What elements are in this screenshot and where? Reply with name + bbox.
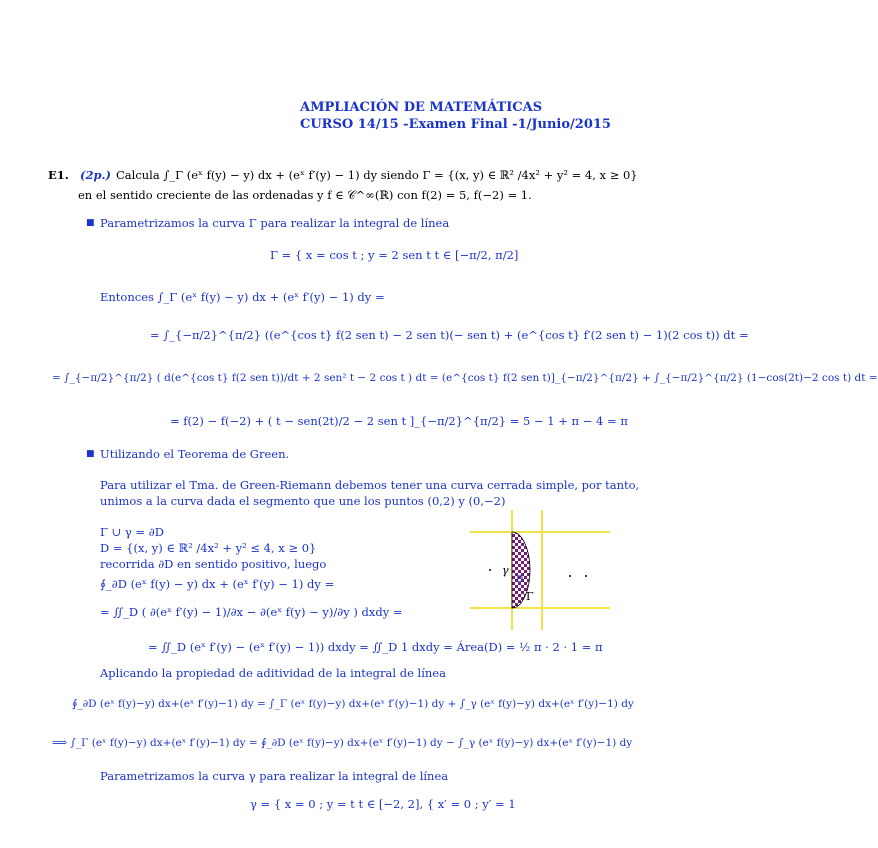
problem-statement-2: en el sentido creciente de las ordenadas y f ∈ 𝒞^∞(ℝ) con f(2) = 5, f(−2) = 1. bbox=[78, 188, 532, 202]
method2-l7: Aplicando la propiedad de aditividad de la integral de línea bbox=[100, 666, 446, 680]
method2-para2: unimos a la curva dada el segmento que une los puntos (0,2) y (0,−2) bbox=[100, 494, 506, 508]
method2-bullet: Utilizando el Teorema de Green. bbox=[100, 447, 290, 461]
method1-bullet: Parametrizamos la curva Γ para realizar la integral de línea bbox=[100, 216, 450, 230]
method2-l9: ⟹ ∫_Γ (eˣ f(y)−y) dx+(eˣ f′(y)−1) dy = ∮_∂D (eˣ f(y)−y) dx+(eˣ f′(y)−1) dy − ∫_γ (eˣ f(y)−y) dx+(eˣ f′(y)−1) dy bbox=[52, 737, 633, 749]
method2-l1: Γ ∪ γ = ∂D bbox=[100, 525, 164, 539]
region-figure bbox=[470, 510, 610, 630]
problem-statement-1: Calcula ∫_Γ (eˣ f(y) − y) dx + (eˣ f′(y) − 1) dy siendo Γ = {(x, y) ∈ ℝ² /4x² + y² = 4, x ≥ 0} bbox=[116, 168, 638, 182]
header-title: AMPLIACIÓN DE MATEMÁTICAS bbox=[300, 100, 543, 115]
method2-l3: recorrida ∂D en sentido positivo, luego bbox=[100, 557, 327, 571]
method2-l11: γ = { x = 0 ; y = t t ∈ [−2, 2], { x′ = 0 ; y′ = 1 bbox=[250, 797, 516, 811]
method1-param: Γ = { x = cos t ; y = 2 sen t t ∈ [−π/2, π/2] bbox=[270, 248, 519, 262]
problem-points: (2p.) bbox=[80, 168, 111, 182]
gamma-label: γ bbox=[502, 564, 509, 577]
method2-l8: ∮_∂D (eˣ f(y)−y) dx+(eˣ f′(y)−1) dy = ∫_Γ (eˣ f(y)−y) dx+(eˣ f′(y)−1) dy + ∫_γ (eˣ f(y)−y) dx+(eˣ f′(y)−1) dy bbox=[72, 698, 634, 710]
method1-line2: = ∫_{−π/2}^{π/2} ((e^{cos t} f(2 sen t) − 2 sen t)(− sen t) + (e^{cos t} f′(2 sen t) − 1)(2 cos t)) dt = bbox=[150, 328, 749, 342]
method2-para1: Para utilizar el Tma. de Green-Riemann debemos tener una curva cerrada simple, por tanto, bbox=[100, 478, 640, 492]
method1-line3: = ∫_{−π/2}^{π/2} ( d(e^{cos t} f(2 sen t))/dt + 2 sen² t − 2 cos t ) dt = (e^{cos t} f(2 sen t)]_{−π/2}^{π/2} + ∫_{−π/2}^{π/2} (1−cos(2t)−2 cos t) dt = bbox=[52, 372, 878, 384]
method1-line1: Entonces ∫_Γ (eˣ f(y) − y) dx + (eˣ f′(y) − 1) dy = bbox=[100, 290, 385, 304]
method1-line4: = f(2) − f(−2) + ( t − sen(2t)/2 − 2 sen t ]_{−π/2}^{π/2} = 5 − 1 + π − 4 = π bbox=[170, 414, 628, 428]
bullet-icon: ■ bbox=[86, 218, 95, 228]
header-subtitle: CURSO 14/15 -Examen Final -1/Junio/2015 bbox=[300, 117, 611, 132]
region-svg bbox=[470, 510, 610, 630]
region-label: D bbox=[516, 575, 524, 585]
method2-l4: ∮_∂D (eˣ f(y) − y) dx + (eˣ f′(y) − 1) dy = bbox=[100, 577, 335, 591]
bullet-icon: ■ bbox=[86, 449, 95, 459]
method2-l2: D = {(x, y) ∈ ℝ² /4x² + y² ≤ 4, x ≥ 0} bbox=[100, 541, 317, 555]
Gamma-label: Γ bbox=[526, 590, 534, 603]
method2-l10: Parametrizamos la curva γ para realizar la integral de línea bbox=[100, 769, 449, 783]
method2-l6: = ∬_D (eˣ f′(y) − (eˣ f′(y) − 1)) dxdy = ∬_D 1 dxdy = Área(D) = ½ π · 2 · 1 = π bbox=[148, 640, 603, 654]
problem-label: E1. bbox=[48, 168, 69, 182]
method2-l5: = ∬_D ( ∂(eˣ f′(y) − 1)/∂x − ∂(eˣ f(y) − y)/∂y ) dxdy = bbox=[100, 605, 403, 619]
